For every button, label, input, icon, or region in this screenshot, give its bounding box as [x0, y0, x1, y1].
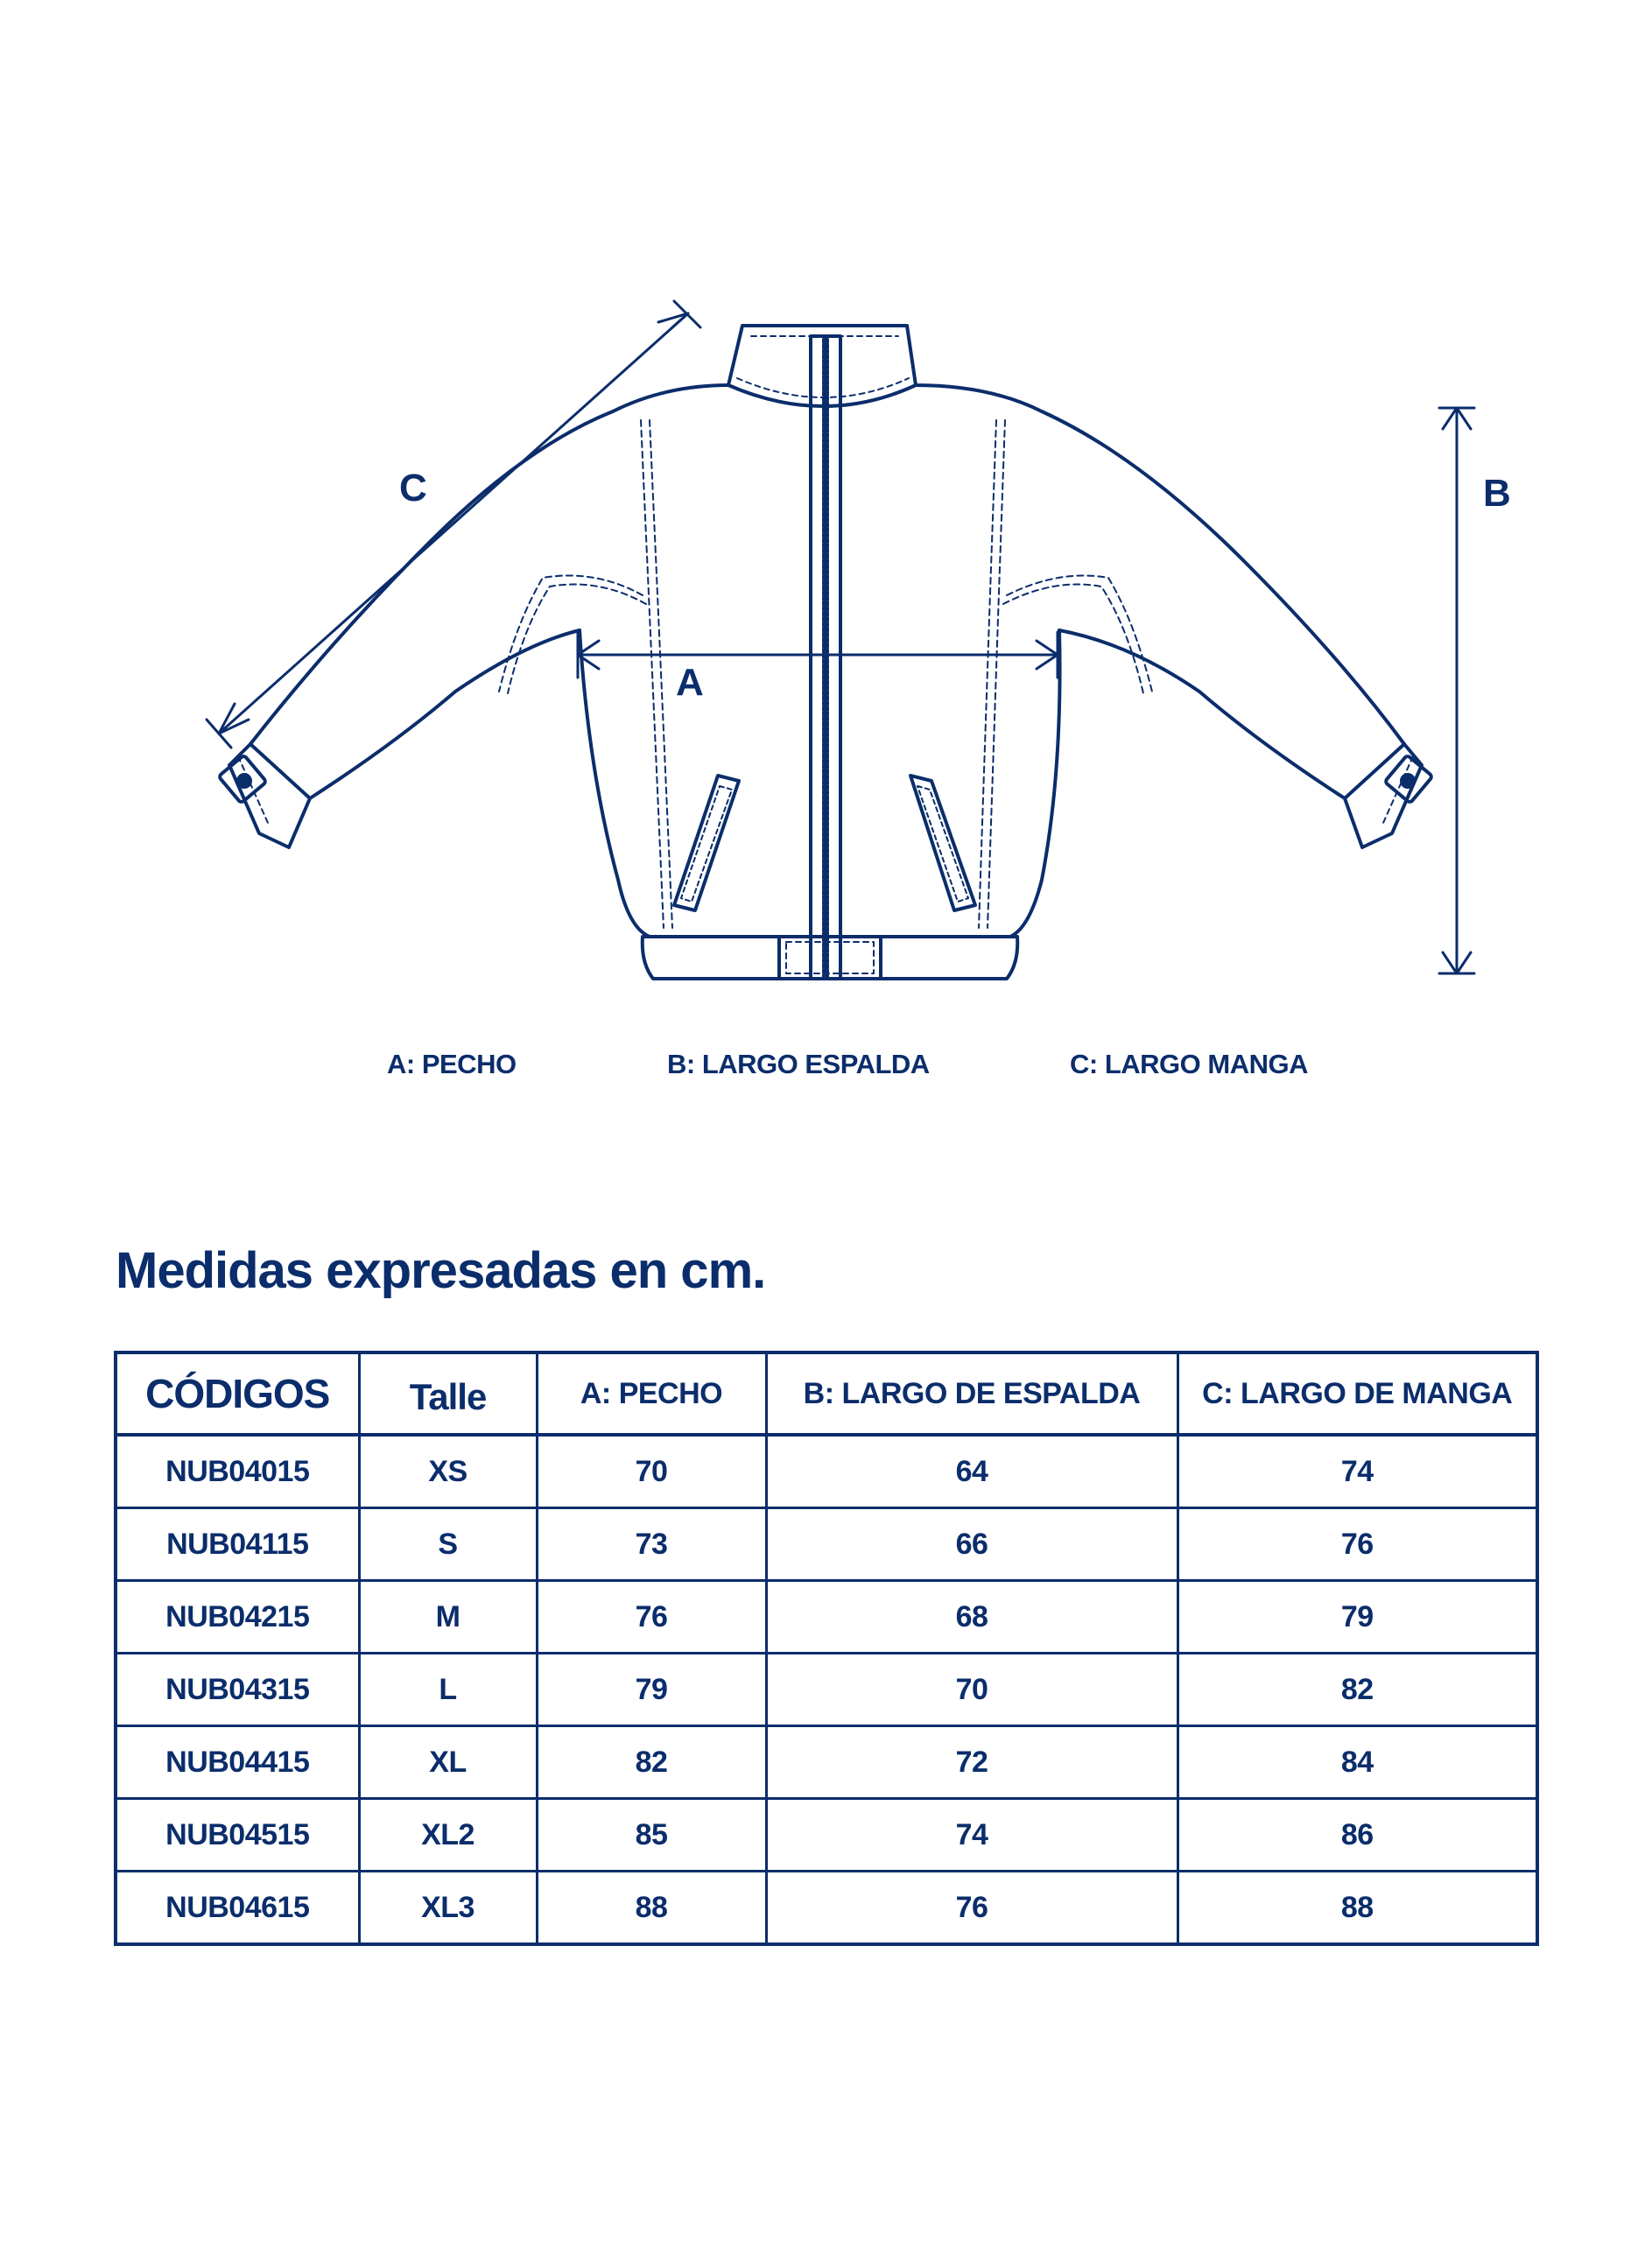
table-row — [116, 1726, 1537, 1799]
cell-back-length: 68 — [766, 1581, 1177, 1654]
dimension-label-c: C — [399, 467, 427, 509]
dimension-label-b: B — [1483, 472, 1511, 515]
cell-chest: 73 — [537, 1508, 766, 1581]
cell-code: NUB04415 — [116, 1726, 359, 1799]
cell-sleeve-length: 74 — [1177, 1435, 1537, 1508]
cell-sleeve-length: 84 — [1177, 1726, 1537, 1799]
header-sleeve-length: C: LARGO DE MANGA — [1177, 1352, 1537, 1435]
cell-back-length: 70 — [766, 1654, 1177, 1726]
cell-size: M — [359, 1581, 537, 1654]
cell-size: L — [359, 1654, 537, 1726]
cell-back-length: 64 — [766, 1435, 1177, 1508]
cell-code: NUB04115 — [116, 1508, 359, 1581]
table-header-row — [116, 1352, 1537, 1435]
cell-back-length: 72 — [766, 1726, 1177, 1799]
legend-chest: A: PECHO — [387, 1049, 517, 1079]
cell-code: NUB04315 — [116, 1654, 359, 1726]
cell-back-length: 76 — [766, 1872, 1177, 1945]
header-size: Talle — [359, 1352, 537, 1435]
legend-back-length: B: LARGO ESPALDA — [667, 1049, 930, 1079]
cell-size: XL2 — [359, 1799, 537, 1872]
dimension-label-a: A — [676, 661, 704, 704]
cell-code: NUB04515 — [116, 1799, 359, 1872]
legend-sleeve-length: C: LARGO MANGA — [1070, 1049, 1308, 1079]
table-row — [116, 1654, 1537, 1726]
cell-size: XL3 — [359, 1872, 537, 1945]
cell-sleeve-length: 88 — [1177, 1872, 1537, 1945]
cell-size: S — [359, 1508, 537, 1581]
measurement-legend — [0, 1049, 1652, 1092]
cell-chest: 82 — [537, 1726, 766, 1799]
cell-chest: 76 — [537, 1581, 766, 1654]
cell-sleeve-length: 82 — [1177, 1654, 1537, 1726]
cell-sleeve-length: 86 — [1177, 1799, 1537, 1872]
cell-code: NUB04615 — [116, 1872, 359, 1945]
table-row — [116, 1799, 1537, 1872]
header-chest: A: PECHO — [537, 1352, 766, 1435]
cell-size: XL — [359, 1726, 537, 1799]
cell-back-length: 74 — [766, 1799, 1177, 1872]
cell-chest: 79 — [537, 1654, 766, 1726]
cell-size: XS — [359, 1435, 537, 1508]
cell-code: NUB04215 — [116, 1581, 359, 1654]
header-codes: CÓDIGOS — [116, 1352, 359, 1435]
cell-code: NUB04015 — [165, 1454, 310, 1488]
table-row — [116, 1508, 1537, 1581]
table-title: Medidas expresadas en cm. — [116, 1242, 766, 1299]
table-row — [116, 1435, 1537, 1508]
table-row — [116, 1581, 1537, 1654]
cell-chest: 85 — [537, 1799, 766, 1872]
table-row — [116, 1872, 1537, 1945]
cell-chest: 70 — [537, 1435, 766, 1508]
cell-back-length: 66 — [766, 1508, 1177, 1581]
dimension-line-c — [219, 313, 688, 734]
cell-sleeve-length: 76 — [1177, 1508, 1537, 1581]
cell-chest: 88 — [537, 1872, 766, 1945]
size-table — [114, 1351, 1539, 1946]
jacket-zipper — [811, 336, 840, 979]
cell-sleeve-length: 79 — [1177, 1581, 1537, 1654]
header-back-length: B: LARGO DE ESPALDA — [766, 1352, 1177, 1435]
